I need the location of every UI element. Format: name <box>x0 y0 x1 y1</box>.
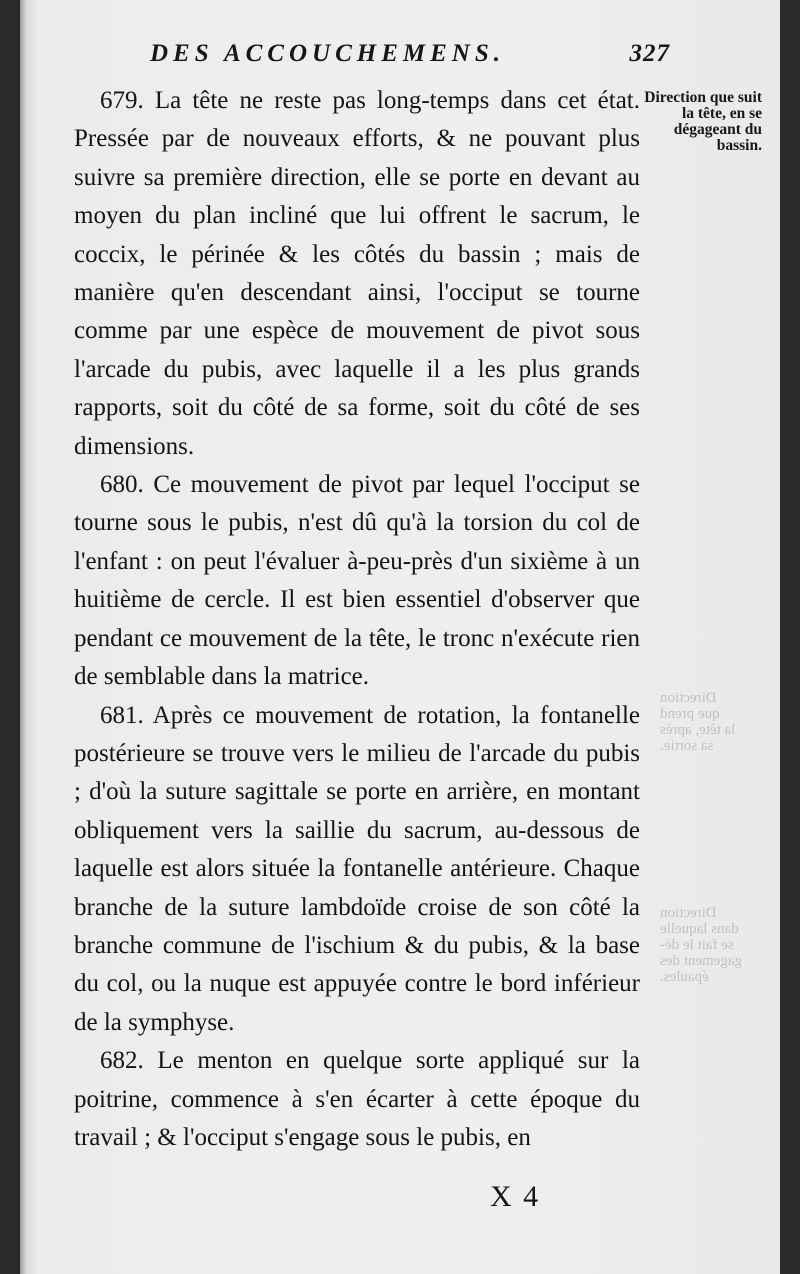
book-page <box>20 0 780 1274</box>
paragraph-682: 682. Le menton en quelque sorte appliqué sur la poitrine, commence à s'en écarter à cette époque du travail ; & l'occiput s'engage sous le pubis, en <box>74 1047 640 1151</box>
signature-mark: X 4 <box>490 1180 541 1213</box>
body-text <box>74 82 640 1157</box>
page-number: 327 <box>629 40 670 67</box>
running-title: DES ACCOUCHEMENS. <box>150 40 505 67</box>
running-header <box>150 40 670 68</box>
paragraph-680: 680. Ce mouvement de pivot par lequel l'occiput se tourne sous le pubis, n'est dû qu'à la torsion du col de l'enfant : on peut l'évaluer à-peu-près d'un sixième à un huitième de cercle. Il est bien essentiel d'observer que pendant ce mouvement de la tête, le tronc n'exécute rien de semblable dans la matrice. <box>74 471 640 691</box>
show-through-text: Direction dans laquelle se fait le dé- gagement des épaules. <box>660 905 743 985</box>
margin-note: Direction que suit la tête, en se dégageant du bassin. <box>644 89 762 154</box>
show-through-text: Direction que prend la tête, après sa sortie. <box>660 690 736 754</box>
paragraph-679: 679. La tête ne reste pas long-temps dans cet état. Pressée par de nouveaux efforts, & ne pouvant plus suivre sa première direction, elle se porte en devant au moyen du plan incliné que lui offrent le sacrum, le coccix, le périnée & les côtés du bassin ; mais de manière qu'en descendant ainsi, l'occiput se tourne comme par une espèce de mouvement de pivot sous l'arcade du pubis, avec laquelle il a les plus grands rapports, soit du côté de sa forme, soit du côté de ses dimensions. <box>74 87 640 460</box>
paragraph-681: 681. Après ce mouvement de rotation, la fontanelle postérieure se trouve vers le milieu de l'arcade du pubis ; d'où la suture sagittale se porte en arrière, en montant obliquement vers la saillie du sacrum, au-dessous de laquelle est alors située la fontanelle antérieure. Chaque branche de la suture lambdoïde croise de son côté la branche commune de l'ischium & du pubis, & la base du col, ou la nuque est appuyée contre le bord inférieur de la symphyse. <box>74 701 640 1036</box>
